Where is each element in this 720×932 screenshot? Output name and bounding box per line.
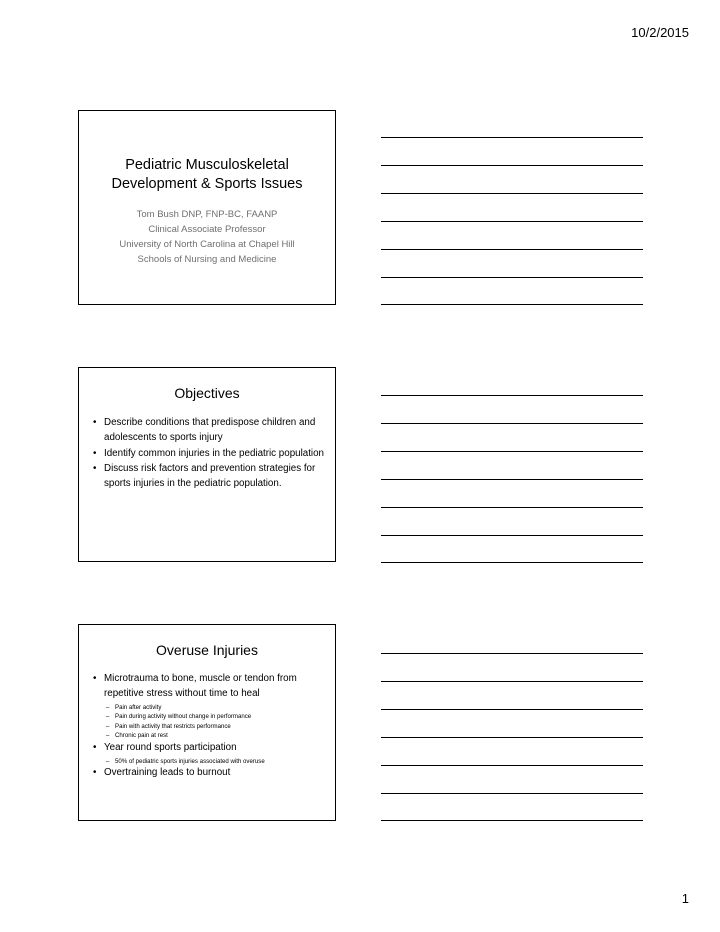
slide-title-heading xyxy=(79,156,335,194)
note-line xyxy=(381,423,643,424)
slide-title xyxy=(78,110,336,305)
note-line xyxy=(381,793,643,794)
sub-bullet-item: – 50% of pediatric sports injuries associated with overuse xyxy=(92,757,327,767)
note-line xyxy=(381,765,643,766)
bullet-item: • Discuss risk factors and prevention strategies for sports injuries in the pediatric population. xyxy=(92,462,327,492)
bullet-item: • Microtrauma to bone, muscle or tendon from repetitive stress without time to heal xyxy=(92,672,327,702)
author-university: University of North Carolina at Chapel Hill xyxy=(119,239,295,250)
slide-objectives xyxy=(78,367,336,562)
note-line xyxy=(381,249,643,250)
note-line xyxy=(381,507,643,508)
note-line xyxy=(381,709,643,710)
note-line xyxy=(381,451,643,452)
slide-overuse-injuries xyxy=(78,624,336,821)
sub-bullet-item: – Pain after activity xyxy=(92,703,327,713)
slide-heading: Overuse Injuries xyxy=(156,642,258,658)
author-name: Tom Bush DNP, FNP-BC, FAANP xyxy=(136,209,278,220)
bullet-list xyxy=(92,672,327,782)
bullet-list xyxy=(92,416,327,493)
author-schools: Schools of Nursing and Medicine xyxy=(137,254,277,265)
slide-title-author-block xyxy=(79,207,335,267)
author-position: Clinical Associate Professor xyxy=(148,224,266,235)
bullet-item: • Describe conditions that predispose children and adolescents to sports injury xyxy=(92,416,327,446)
slide-heading: Objectives xyxy=(174,385,240,401)
note-line xyxy=(381,165,643,166)
page-number: 1 xyxy=(681,891,689,906)
note-line xyxy=(381,737,643,738)
note-line xyxy=(381,193,643,194)
title-line: Pediatric Musculoskeletal xyxy=(125,157,289,173)
bullet-item: • Year round sports participation xyxy=(92,741,327,756)
title-line: Development & Sports Issues xyxy=(111,176,303,192)
note-line xyxy=(381,653,643,654)
page-date: 10/2/2015 xyxy=(631,25,689,40)
note-line xyxy=(381,479,643,480)
bullet-item: • Identify common injuries in the pediatric population xyxy=(92,447,327,462)
note-line xyxy=(381,681,643,682)
note-line xyxy=(381,562,643,563)
sub-bullet-item: – Pain during activity without change in performance xyxy=(92,712,327,722)
note-line xyxy=(381,395,643,396)
sub-bullet-item: – Chronic pain at rest xyxy=(92,731,327,741)
bullet-item: • Overtraining leads to burnout xyxy=(92,766,327,781)
note-line xyxy=(381,221,643,222)
note-line xyxy=(381,277,643,278)
note-line xyxy=(381,137,643,138)
note-line xyxy=(381,304,643,305)
note-line xyxy=(381,820,643,821)
sub-bullet-item: – Pain with activity that restricts performance xyxy=(92,722,327,732)
note-line xyxy=(381,535,643,536)
